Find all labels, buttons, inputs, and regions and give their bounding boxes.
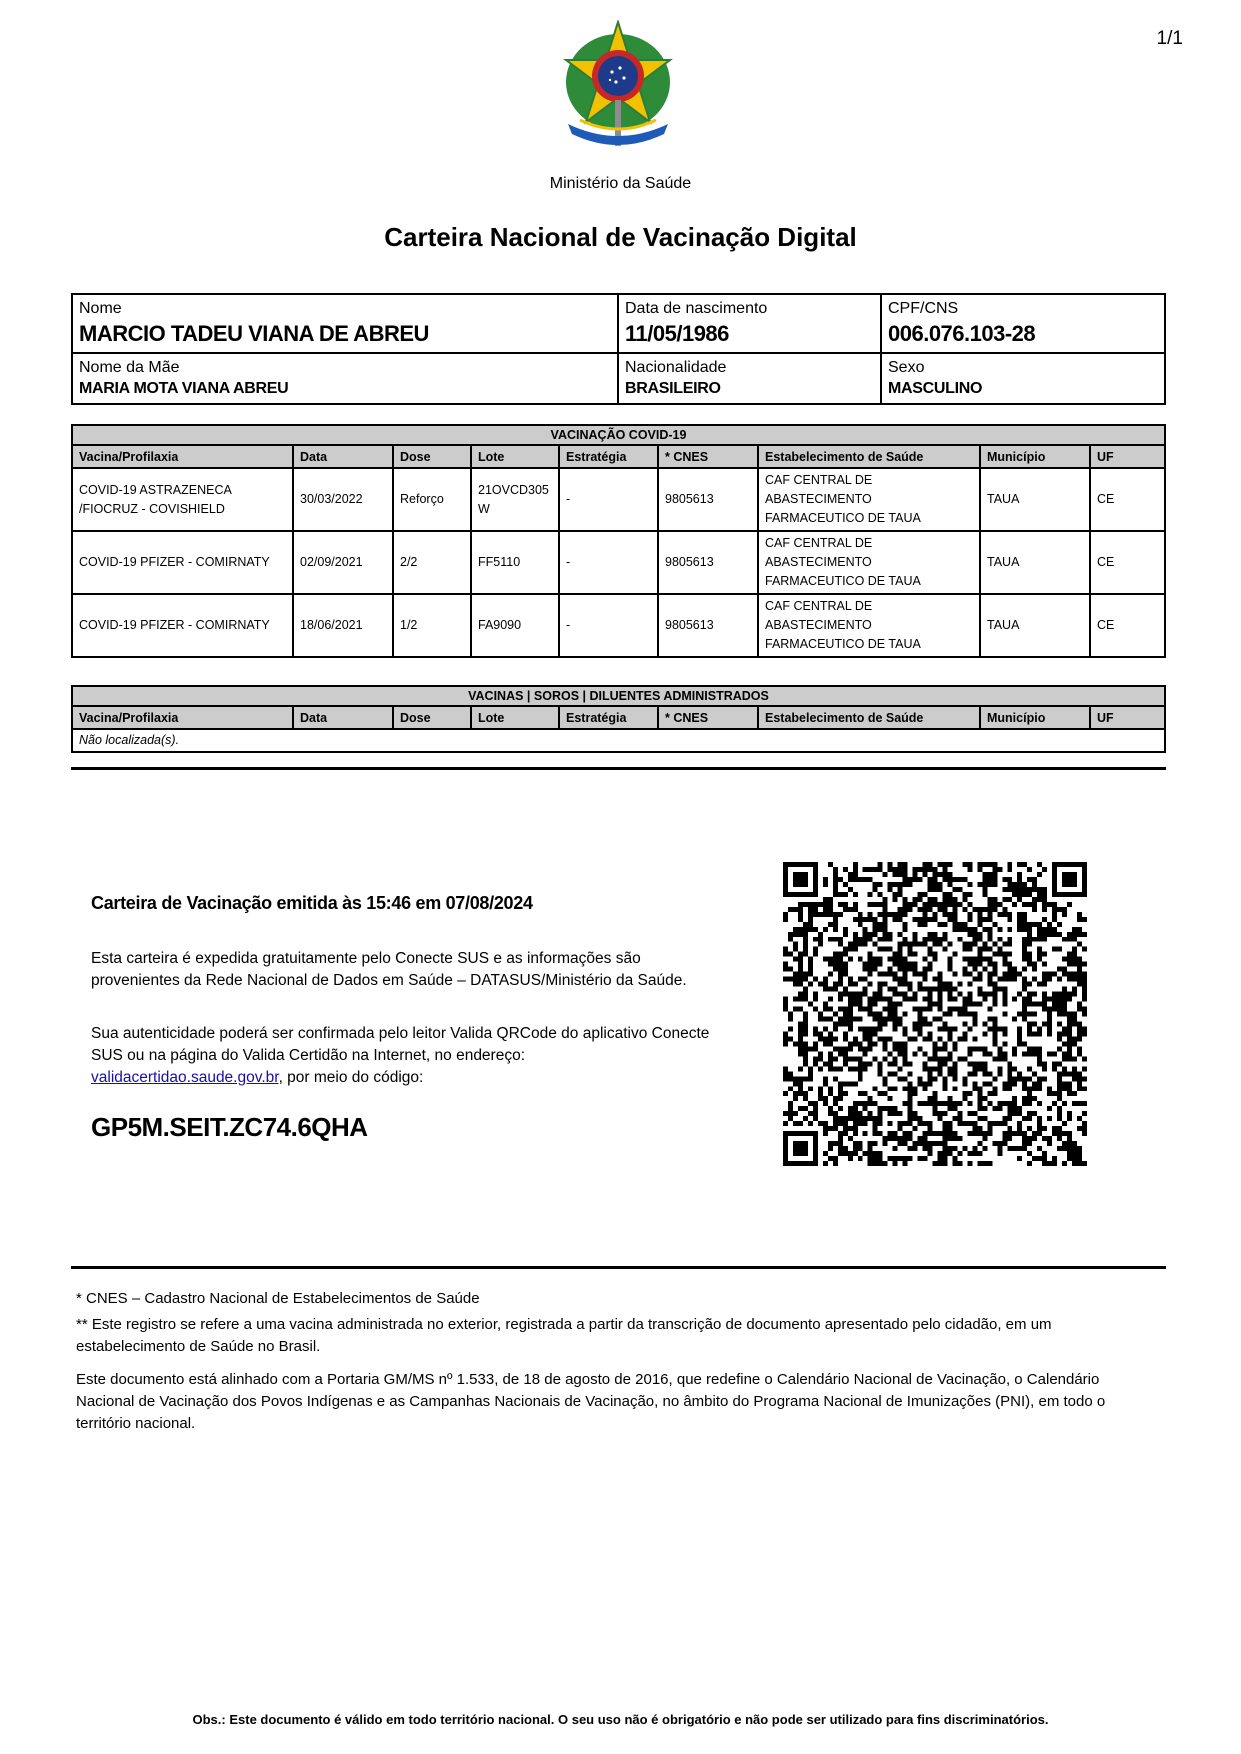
- establishment-cell: CAF CENTRAL DE ABASTECIMENTO FARMACEUTICO DE TAUA: [758, 531, 980, 594]
- sex-value: MASCULINO: [888, 380, 983, 397]
- municipality-cell: TAUA: [980, 594, 1090, 657]
- dose-cell: 2/2: [393, 531, 471, 594]
- col-header-lot: Lote: [471, 706, 559, 729]
- cnes-cell: 9805613: [658, 531, 758, 594]
- issued-timestamp: Carteira de Vacinação emitida às 15:46 em 07/08/2024: [91, 893, 533, 913]
- authenticity-suffix: , por meio do código:: [278, 1069, 424, 1086]
- table-row: [72, 531, 1165, 594]
- empty-result-text: Não localizada(s).: [72, 729, 1165, 752]
- col-header-establishment: Estabelecimento de Saúde: [758, 706, 980, 729]
- col-header-lot: Lote: [471, 445, 559, 468]
- col-header-strategy: Estratégia: [559, 445, 658, 468]
- dose-cell: Reforço: [393, 468, 471, 531]
- col-header-uf: UF: [1090, 445, 1165, 468]
- strategy-cell: -: [559, 468, 658, 531]
- date-cell: 30/03/2022: [293, 468, 393, 531]
- footnote-exterior: ** Este registro se refere a uma vacina administrada no exterior, registrada a partir da transcrição de documento apresentado pelo cidadão, em um estabelecimento de Saúde no Brasil.: [76, 1316, 1052, 1355]
- date-cell: 18/06/2021: [293, 594, 393, 657]
- municipality-cell: TAUA: [980, 531, 1090, 594]
- observation-note: Obs.: Este documento é válido em todo território nacional. O seu uso não é obrigatório e não pode ser utilizado para fins discriminatórios.: [192, 1712, 1049, 1727]
- col-header-uf: UF: [1090, 706, 1165, 729]
- establishment-cell: CAF CENTRAL DE ABASTECIMENTO FARMACEUTICO DE TAUA: [758, 594, 980, 657]
- uf-cell: CE: [1090, 594, 1165, 657]
- birth-value: 11/05/1986: [625, 321, 729, 346]
- mother-value: MARIA MOTA VIANA ABREU: [79, 380, 289, 397]
- lot-cell: FA9090: [471, 594, 559, 657]
- nationality-value: BRASILEIRO: [625, 380, 721, 397]
- col-header-date: Data: [293, 706, 393, 729]
- qr-finder-pattern: [1052, 862, 1087, 897]
- footnote-portaria: Este documento está alinhado com a Portaria GM/MS nº 1.533, de 18 de agosto de 2016, que redefine o Calendário Nacional de Vacinação, o Calendário Nacional de Vacinação dos Povos Indígenas e as Campanhas Nacionais de Vacinação, no âmbito do Programa Nacional de Imunizações (PNI), em todo o território nacional.: [76, 1371, 1106, 1432]
- ministry-name: Ministério da Saúde: [549, 175, 692, 192]
- establishment-cell: CAF CENTRAL DE ABASTECIMENTO FARMACEUTICO DE TAUA: [758, 468, 980, 531]
- name-label: Nome: [79, 300, 122, 317]
- lot-cell: FF5110: [471, 531, 559, 594]
- footnote-cnes: * CNES – Cadastro Nacional de Estabelecimentos de Saúde: [76, 1290, 480, 1307]
- mother-label: Nome da Mãe: [79, 359, 180, 376]
- page-number: 1/1: [1156, 28, 1183, 49]
- nationality-label: Nacionalidade: [625, 359, 727, 376]
- municipality-cell: TAUA: [980, 468, 1090, 531]
- other-vaccines-table: [71, 685, 1166, 753]
- divider: [71, 1266, 1166, 1269]
- col-header-vaccine: Vacina/Profilaxia: [72, 706, 293, 729]
- col-header-date: Data: [293, 445, 393, 468]
- validation-link[interactable]: validacertidao.saude.gov.br: [91, 1069, 279, 1086]
- cpf-value: 006.076.103-28: [888, 321, 1036, 346]
- vaccine-cell: COVID-19 PFIZER - COMIRNATY: [72, 531, 293, 594]
- person-info-table: [71, 293, 1166, 405]
- authenticity-text: Sua autenticidade poderá ser confirmada pelo leitor Valida QRCode do aplicativo Conecte SUS ou na página do Valida Certidão na Internet, no endereço:: [91, 1025, 710, 1064]
- col-header-cnes: * CNES: [658, 445, 758, 468]
- validation-code: GP5M.SEIT.ZC74.6QHA: [91, 1112, 368, 1142]
- cpf-label: CPF/CNS: [888, 300, 959, 317]
- uf-cell: CE: [1090, 531, 1165, 594]
- divider: [71, 767, 1166, 770]
- cnes-cell: 9805613: [658, 594, 758, 657]
- uf-cell: CE: [1090, 468, 1165, 531]
- authenticity-paragraph: [91, 1023, 721, 1089]
- covid-vaccination-table: [71, 424, 1166, 658]
- coat-of-arms-emblem: [558, 20, 678, 150]
- qr-modules: [783, 862, 1087, 1166]
- col-header-dose: Dose: [393, 706, 471, 729]
- col-header-municipality: Município: [980, 706, 1090, 729]
- qr-finder-pattern: [783, 1131, 818, 1166]
- strategy-cell: -: [559, 594, 658, 657]
- info-paragraph: Esta carteira é expedida gratuitamente pelo Conecte SUS e as informações são provenientes da Rede Nacional de Dados em Saúde – DATASUS/Ministério da Saúde.: [91, 950, 687, 989]
- qr-code: [783, 862, 1087, 1166]
- sex-label: Sexo: [888, 359, 925, 376]
- strategy-cell: -: [559, 531, 658, 594]
- name-value: MARCIO TADEU VIANA DE ABREU: [79, 321, 429, 346]
- birth-label: Data de nascimento: [625, 300, 768, 317]
- lot-cell: 21OVCD305W: [471, 468, 559, 531]
- qr-finder-pattern: [783, 862, 818, 897]
- col-header-dose: Dose: [393, 445, 471, 468]
- vaccine-cell: COVID-19 PFIZER - COMIRNATY: [72, 594, 293, 657]
- col-header-vaccine: Vacina/Profilaxia: [72, 445, 293, 468]
- cnes-cell: 9805613: [658, 468, 758, 531]
- other-table-caption: VACINAS | SOROS | DILUENTES ADMINISTRADOS: [72, 686, 1165, 706]
- table-row: [72, 468, 1165, 531]
- covid-table-caption: VACINAÇÃO COVID-19: [72, 425, 1165, 445]
- dose-cell: 1/2: [393, 594, 471, 657]
- col-header-establishment: Estabelecimento de Saúde: [758, 445, 980, 468]
- col-header-cnes: * CNES: [658, 706, 758, 729]
- vaccine-cell: COVID-19 ASTRAZENECA /FIOCRUZ - COVISHIELD: [72, 468, 293, 531]
- date-cell: 02/09/2021: [293, 531, 393, 594]
- document-title: Carteira Nacional de Vacinação Digital: [384, 222, 857, 252]
- table-row: [72, 594, 1165, 657]
- col-header-strategy: Estratégia: [559, 706, 658, 729]
- col-header-municipality: Município: [980, 445, 1090, 468]
